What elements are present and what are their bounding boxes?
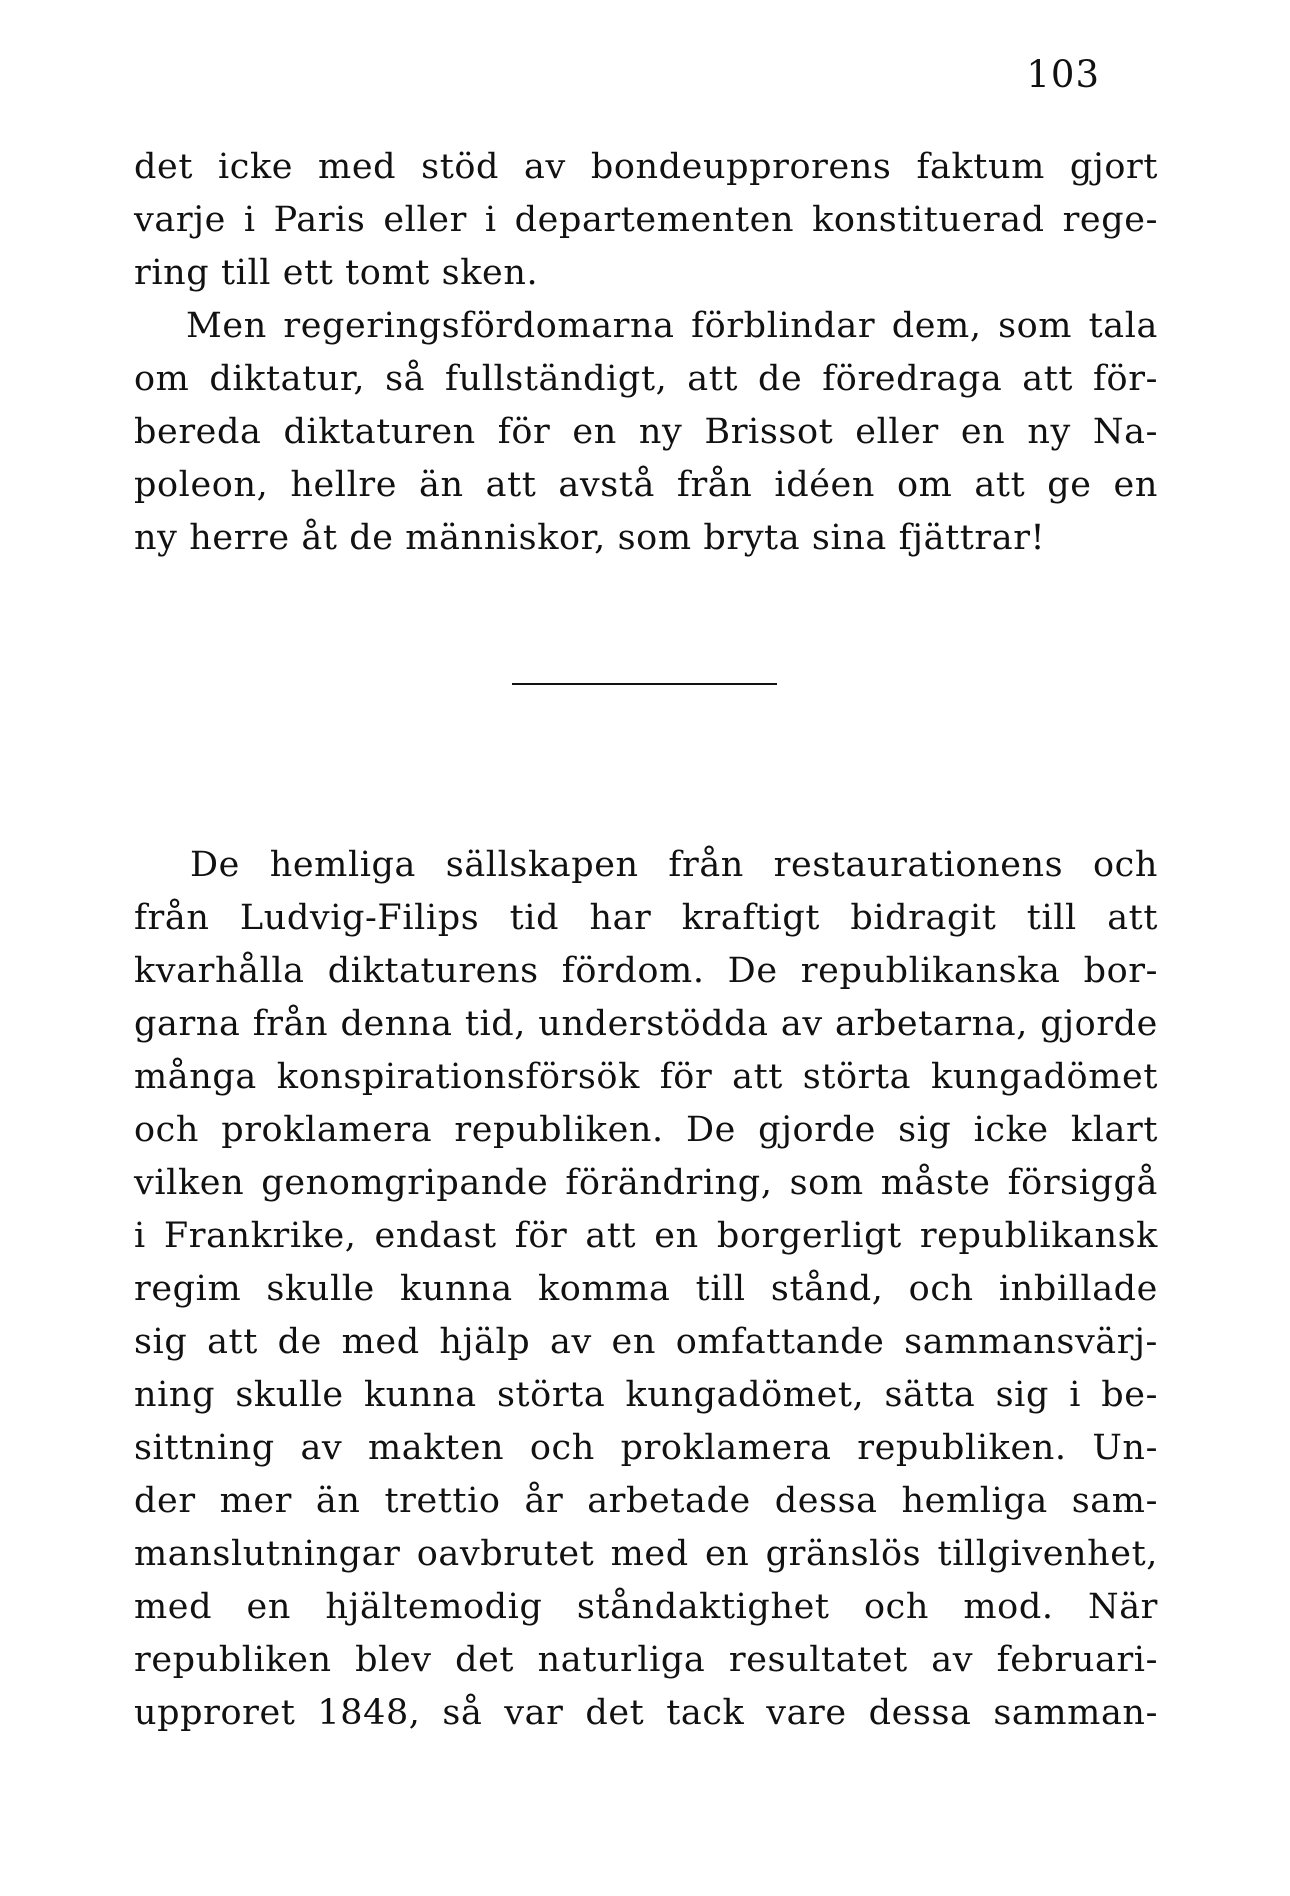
- paragraph-2-line-16: republiken blev det naturliga resultatet av februari-: [134, 1640, 1158, 1680]
- paragraph-1-line-6: bereda diktaturen för en ny Brissot eller en ny Na-: [134, 412, 1158, 452]
- paragraph-1-line-8: ny herre åt de människor, som bryta sina fjättrar!: [134, 518, 1046, 558]
- paragraph-1-line-2: varje i Paris eller i departementen konstituerad rege-: [134, 200, 1158, 240]
- paragraph-2-line-5: många konspirationsförsök för att störta kungadömet: [134, 1057, 1158, 1097]
- paragraph-1-line-5: om diktatur, så fullständigt, att de föredraga att för-: [134, 359, 1158, 399]
- paragraph-2-line-12: sittning av makten och proklamera republiken. Un-: [134, 1428, 1158, 1468]
- paragraph-2-line-2: från Ludvig-Filips tid har kraftigt bidragit till att: [134, 898, 1158, 938]
- paragraph-2-line-15: med en hjältemodig ståndaktighet och mod. När: [134, 1587, 1158, 1627]
- paragraph-2-line-11: ning skulle kunna störta kungadömet, sätta sig i be-: [134, 1375, 1158, 1415]
- paragraph-2-line-6: och proklamera republiken. De gjorde sig icke klart: [134, 1110, 1158, 1150]
- paragraph-1-line-1: det icke med stöd av bondeupprorens faktum gjort: [134, 147, 1158, 187]
- paragraph-1-line-7: poleon, hellre än att avstå från idéen om att ge en: [134, 465, 1158, 505]
- paragraph-1-line-3: ring till ett tomt sken.: [134, 253, 539, 293]
- paragraph-2-line-17: upproret 1848, så var det tack vare dessa samman-: [134, 1693, 1158, 1733]
- paragraph-2-line-9: regim skulle kunna komma till stånd, och inbillade: [134, 1269, 1158, 1309]
- paragraph-2-line-3: kvarhålla diktaturens fördom. De republikanska bor-: [134, 951, 1158, 991]
- section-divider: [512, 683, 777, 685]
- paragraph-2-line-4: garna från denna tid, understödda av arbetarna, gjorde: [134, 1004, 1158, 1044]
- paragraph-2-line-14: manslutningar oavbrutet med en gränslös tillgivenhet,: [134, 1534, 1158, 1574]
- paragraph-2-line-13: der mer än trettio år arbetade dessa hemliga sam-: [134, 1481, 1158, 1521]
- paragraph-2-line-10: sig att de med hjälp av en omfattande sammansvärj-: [134, 1322, 1158, 1362]
- paragraph-1-line-4: Men regeringsfördomarna förblindar dem, som tala: [186, 306, 1158, 346]
- paragraph-2-line-8: i Frankrike, endast för att en borgerligt republikansk: [134, 1216, 1158, 1256]
- paragraph-2-line-7: vilken genomgripande förändring, som måste försiggå: [134, 1163, 1158, 1203]
- paragraph-2-line-1: De hemliga sällskapen från restaurationens och: [190, 845, 1158, 885]
- page-number: 103: [1026, 53, 1100, 96]
